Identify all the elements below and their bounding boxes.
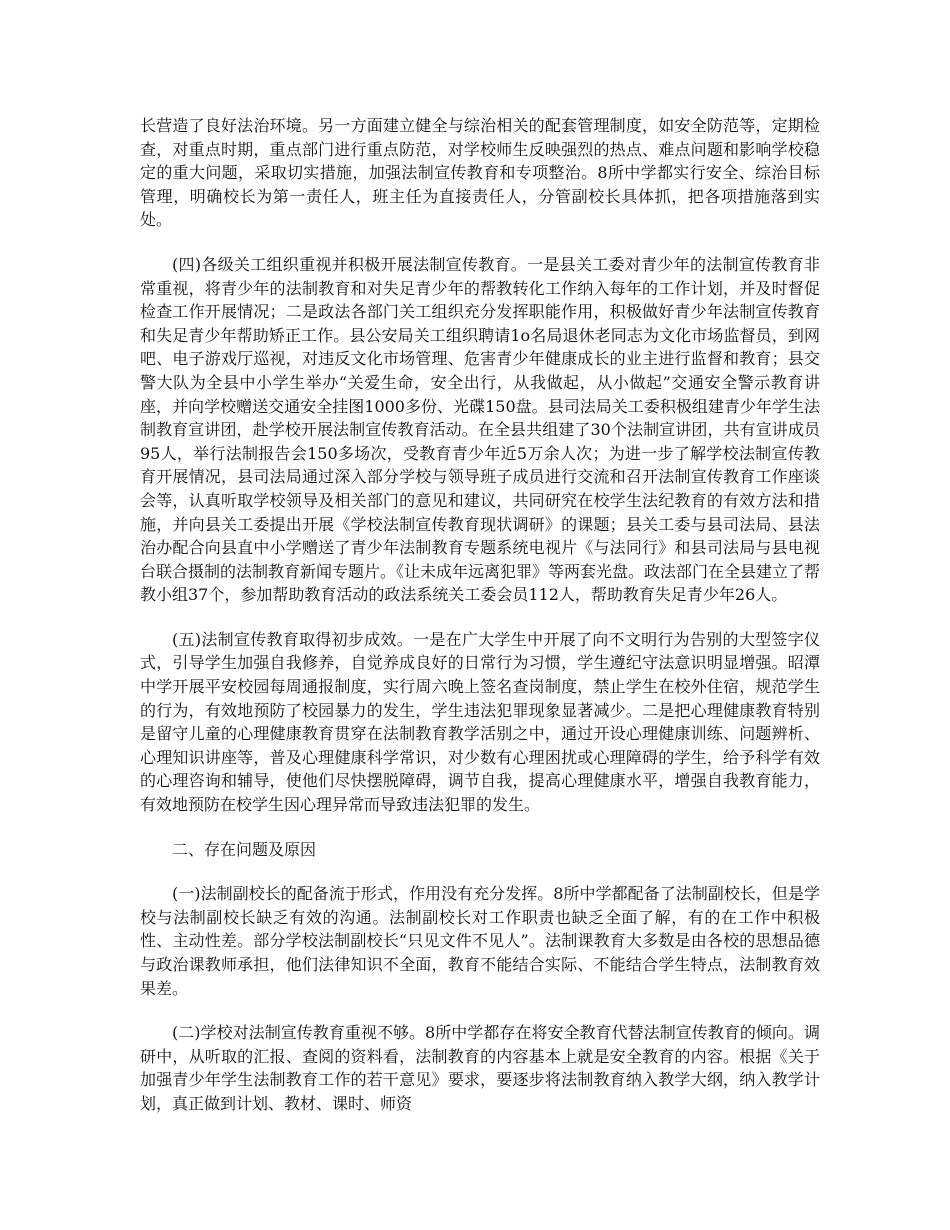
paragraph-problem-1: (一)法制副校长的配备流于形式，作用没有充分发挥。8所中学都配备了法制副校长，但是学校与法制副校长缺乏有效的沟通。法制副校长对工作职责也缺乏全面了解，有的在工作中积极性、主动性差。部分学校法制副校长“只见文件不见人”。法制课教育大多数是由各校的思想品德与政治课教师承担，他们法律知识不全面，教育不能结合实际、不能结合学生特点，法制教育效果差。 bbox=[140, 884, 820, 998]
paragraph-section-4: (四)各级关工组织重视并积极开展法制宣传教育。一是县关工委对青少年的法制宣传教育非常重视，将青少年的法制教育和对失足青少年的帮教转化工作纳入每年的工作计划，并及时督促检查工作开展情况；二是政法各部门关工组织充分发挥职能作用，积极做好青少年法制宣传教育和失足青少年帮助矫正工作。县公安局关工组织聘请1o名局退休老同志为文化市场监督员，到网吧、电子游戏厅巡视，对违反文化市场管理、危害青少年健康成长的业主进行监督和教育；县交警大队为全县中小学生举办“关爱生命，安全出行，从我做起，从小做起”交通安全警示教育讲座，并向学校赠送交通安全挂图1000多份、光碟150盘。县司法局关工委积极组建青少年学生法制教育宣讲团，赴学校开展法制宣传教育活动。在全县共组建了30个法制宣讲团，共有宣讲成员95人，举行法制报告会150多场次，受教育青少年近5万余人次；为进一步了解学校法制宣传教育开展情况，县司法局通过深入部分学校与领导班子成员进行交流和召开法制宣传教育工作座谈会等，认真听取学校领导及相关部门的意见和建议，共同研究在校学生法纪教育的有效方法和措施，并向县关工委提出开展《学校法制宣传教育现状调研》的课题；县关工委与县司法局、县法治办配合向县直中小学赠送了青少年法制教育专题系统电视片《与法同行》和县司法局与县电视台联合摄制的法制教育新闻专题片。《让未成年远离犯罪》等两套光盘。政法部门在全县建立了帮教小组37个，参加帮助教育活动的政法系统关工委会员112人，帮助教育失足青少年26人。 bbox=[140, 254, 821, 605]
document-page bbox=[140, 114, 820, 1137]
paragraph-problem-2: (二)学校对法制宣传教育重视不够。8所中学都存在将安全教育代替法制宣传教育的倾向。调研中，从听取的汇报、查阅的资料看，法制教育的内容基本上就是安全教育的内容。根据《关于加强青少年学生法制教育工作的若干意见》要求，要逐步将法制教育纳入教学大纲，纳入教学计划，真正做到计划、教材、课时、师资 bbox=[140, 1023, 820, 1113]
paragraph-continuation: 长营造了良好法治环境。另一方面建立健全与综治相关的配套管理制度，如安全防范等，定期检查，对重点时期，重点部门进行重点防范，对学校师生反映强烈的热点、难点问题和影响学校稳定的重大问题，采取切实措施，加强法制宣传教育和专项整治。8所中学都实行安全、综治目标管理，明确校长为第一责任人，班主任为直接责任人，分管副校长具体抓，把各项措施落到实处。 bbox=[140, 116, 820, 230]
paragraph-section-5: (五)法制宣传教育取得初步成效。一是在广大学生中开展了向不文明行为告别的大型签字仪式，引导学生加强自我修养，自觉养成良好的日常行为习惯，学生遵纪守法意识明显增强。昭潭中学开展平安校园每周通报制度，实行周六晚上签名查岗制度，禁止学生在校外住宿，规范学生的行为，有效地预防了校园暴力的发生，学生违法犯罪现象显著减少。二是把心理健康教育特别是留守儿童的心理健康教育贯穿在法制教育教学活别之中，通过开设心理健康训练、问题辨析、心理知识讲座等，普及心理健康科学常识，对少数有心理困扰或心理障碍的学生，给予科学有效的心理咨询和辅导，使他们尽快摆脱障碍，调节自我，提高心理健康水平，增强自我教育能力，有效地预防在校学生因心理异常而导致违法犯罪的发生。 bbox=[140, 629, 820, 815]
section-heading: 二、存在问题及原因 bbox=[172, 839, 317, 859]
